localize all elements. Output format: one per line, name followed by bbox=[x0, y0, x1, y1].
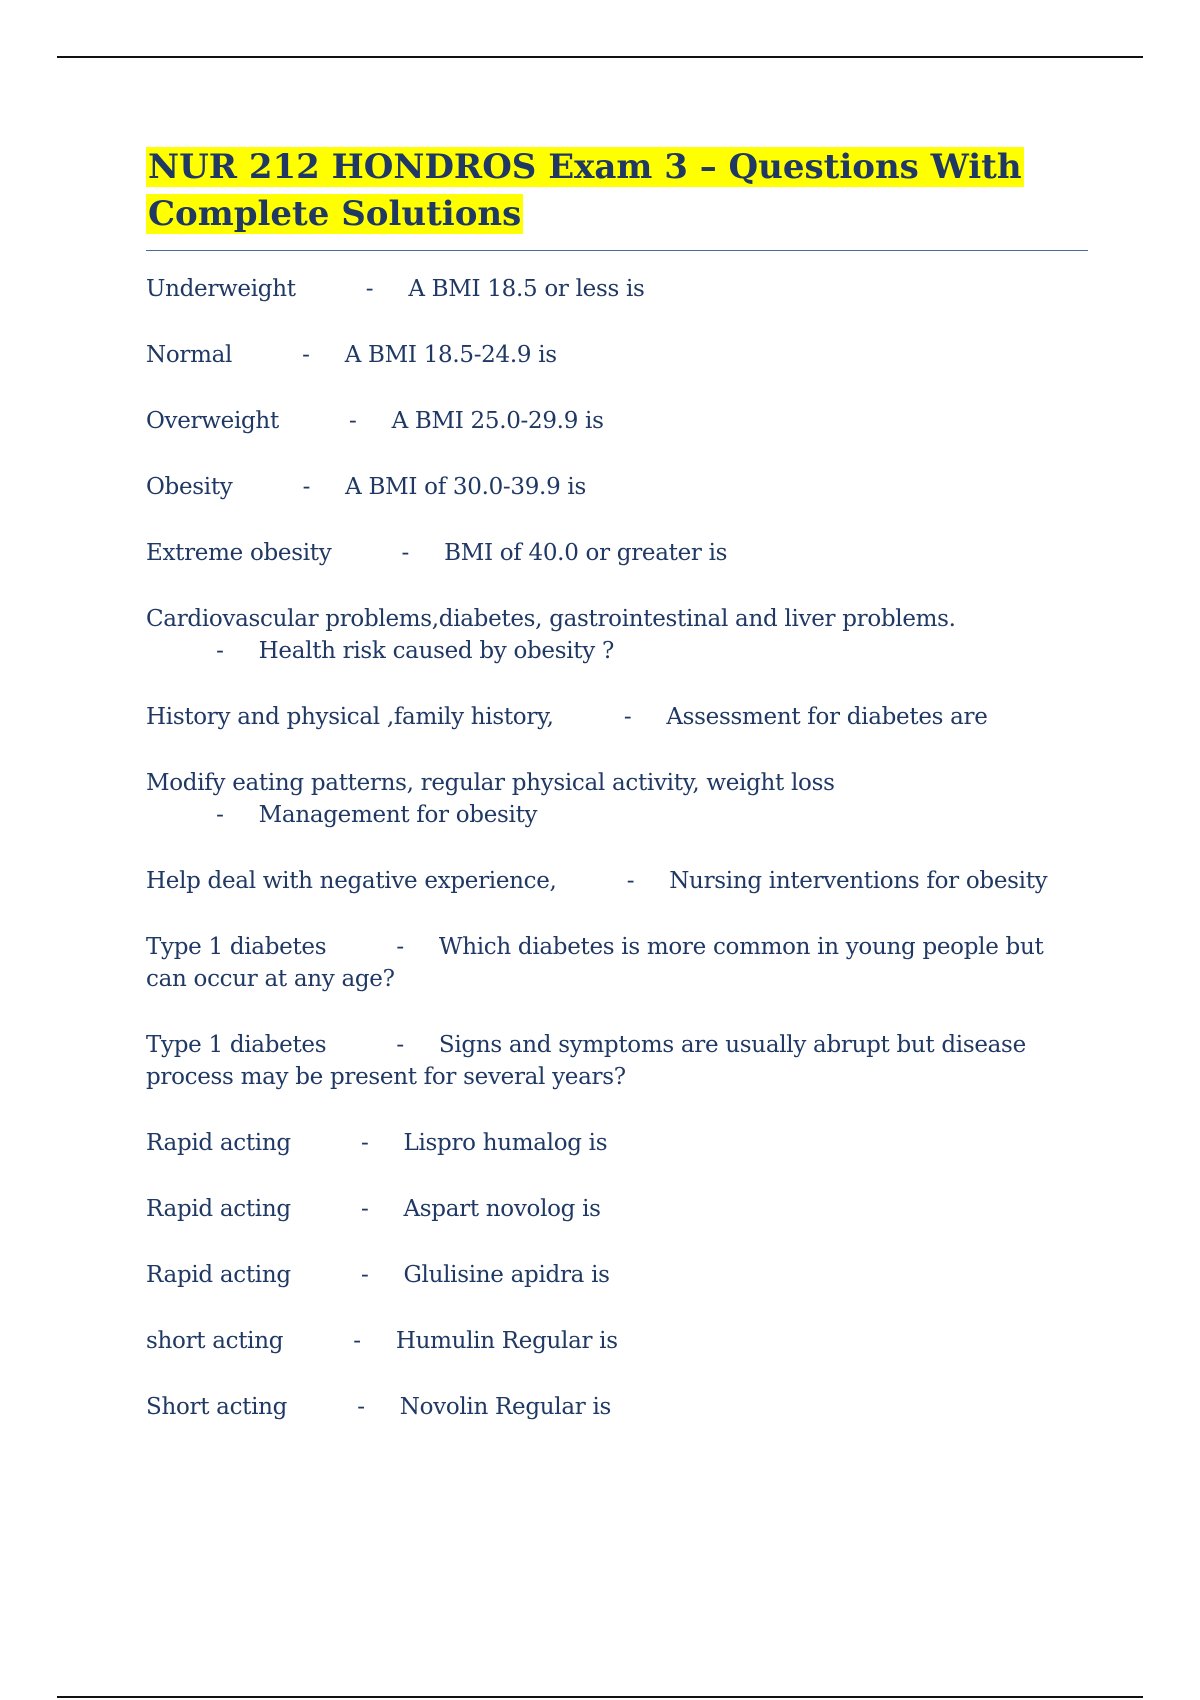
title-line-2: Complete Solutions bbox=[148, 194, 522, 234]
document-title bbox=[146, 144, 1088, 238]
item-separator: - bbox=[365, 276, 374, 302]
item-definition: A BMI 18.5-24.9 is bbox=[344, 342, 557, 368]
title-underline bbox=[146, 250, 1088, 251]
flashcard-item bbox=[146, 931, 1088, 995]
item-separator: - bbox=[216, 802, 224, 828]
item-term: Rapid acting bbox=[146, 1130, 291, 1156]
item-definition: Lispro humalog is bbox=[403, 1130, 608, 1156]
item-definition: Novolin Regular is bbox=[399, 1394, 612, 1420]
flashcard-item bbox=[146, 273, 1088, 305]
item-separator: - bbox=[626, 868, 635, 894]
item-separator: - bbox=[353, 1328, 361, 1354]
item-term: Extreme obesity bbox=[146, 540, 332, 566]
flashcard-item bbox=[146, 1325, 1088, 1357]
flashcard-item bbox=[146, 865, 1088, 897]
item-definition: Which diabetes is more common in young people but can occur at any age? bbox=[146, 934, 1044, 992]
flashcard-item bbox=[146, 339, 1088, 371]
flashcard-item bbox=[146, 471, 1088, 503]
item-separator: - bbox=[401, 540, 410, 566]
flashcard-item bbox=[146, 1259, 1088, 1291]
item-separator: - bbox=[357, 1394, 365, 1420]
title-highlight bbox=[146, 147, 1024, 234]
item-term: Rapid acting bbox=[146, 1262, 291, 1288]
item-separator: - bbox=[302, 474, 311, 500]
item-definition: A BMI 25.0-29.9 is bbox=[391, 408, 604, 434]
item-term: Help deal with negative experience, bbox=[146, 868, 557, 894]
item-definition: Glulisine apidra is bbox=[403, 1262, 610, 1288]
item-definition: Aspart novolog is bbox=[403, 1196, 601, 1222]
item-term: Type 1 diabetes bbox=[146, 934, 327, 960]
flashcard-item bbox=[146, 537, 1088, 569]
item-separator: - bbox=[216, 638, 224, 664]
item-separator: - bbox=[302, 342, 310, 368]
item-separator: - bbox=[396, 934, 404, 960]
item-definition: Management for obesity bbox=[258, 802, 538, 828]
item-term: Obesity bbox=[146, 474, 233, 500]
flashcard-item bbox=[146, 1391, 1088, 1423]
item-term: Type 1 diabetes bbox=[146, 1032, 327, 1058]
title-line-1: NUR 212 HONDROS Exam 3 – Questions With bbox=[148, 147, 1022, 187]
item-separator: - bbox=[360, 1196, 369, 1222]
item-term: short acting bbox=[146, 1328, 284, 1354]
item-term: Underweight bbox=[146, 276, 296, 302]
item-definition: Health risk caused by obesity ? bbox=[258, 638, 614, 664]
item-definition: Humulin Regular is bbox=[395, 1328, 618, 1354]
flashcard-item bbox=[146, 1029, 1088, 1093]
flashcard-item bbox=[146, 603, 1088, 667]
item-separator: - bbox=[360, 1262, 369, 1288]
item-term: Short acting bbox=[146, 1394, 288, 1420]
document-body bbox=[146, 144, 1088, 1457]
item-definition: A BMI of 30.0-39.9 is bbox=[345, 474, 586, 500]
item-definition: Signs and symptoms are usually abrupt but disease process may be present for several years? bbox=[146, 1032, 1026, 1090]
flashcard-item bbox=[146, 701, 1088, 733]
item-definition: Nursing interventions for obesity bbox=[669, 868, 1048, 894]
page-bottom-rule bbox=[57, 1696, 1143, 1698]
item-definition: Assessment for diabetes are bbox=[666, 704, 988, 730]
item-separator: - bbox=[396, 1032, 404, 1058]
item-term: Cardiovascular problems,diabetes, gastrointestinal and liver problems. bbox=[146, 606, 956, 632]
item-term: Normal bbox=[146, 342, 233, 368]
item-term: Modify eating patterns, regular physical activity, weight loss bbox=[146, 770, 835, 796]
item-separator: - bbox=[623, 704, 632, 730]
page-top-rule bbox=[57, 56, 1143, 58]
item-separator: - bbox=[349, 408, 357, 434]
item-definition: BMI of 40.0 or greater is bbox=[444, 540, 728, 566]
item-term: Rapid acting bbox=[146, 1196, 291, 1222]
item-term: Overweight bbox=[146, 408, 279, 434]
flashcard-item bbox=[146, 1127, 1088, 1159]
flashcard-item bbox=[146, 767, 1088, 831]
flashcard-item bbox=[146, 1193, 1088, 1225]
item-definition: A BMI 18.5 or less is bbox=[408, 276, 645, 302]
flashcard-item bbox=[146, 405, 1088, 437]
item-term: History and physical ,family history, bbox=[146, 704, 554, 730]
item-separator: - bbox=[360, 1130, 369, 1156]
